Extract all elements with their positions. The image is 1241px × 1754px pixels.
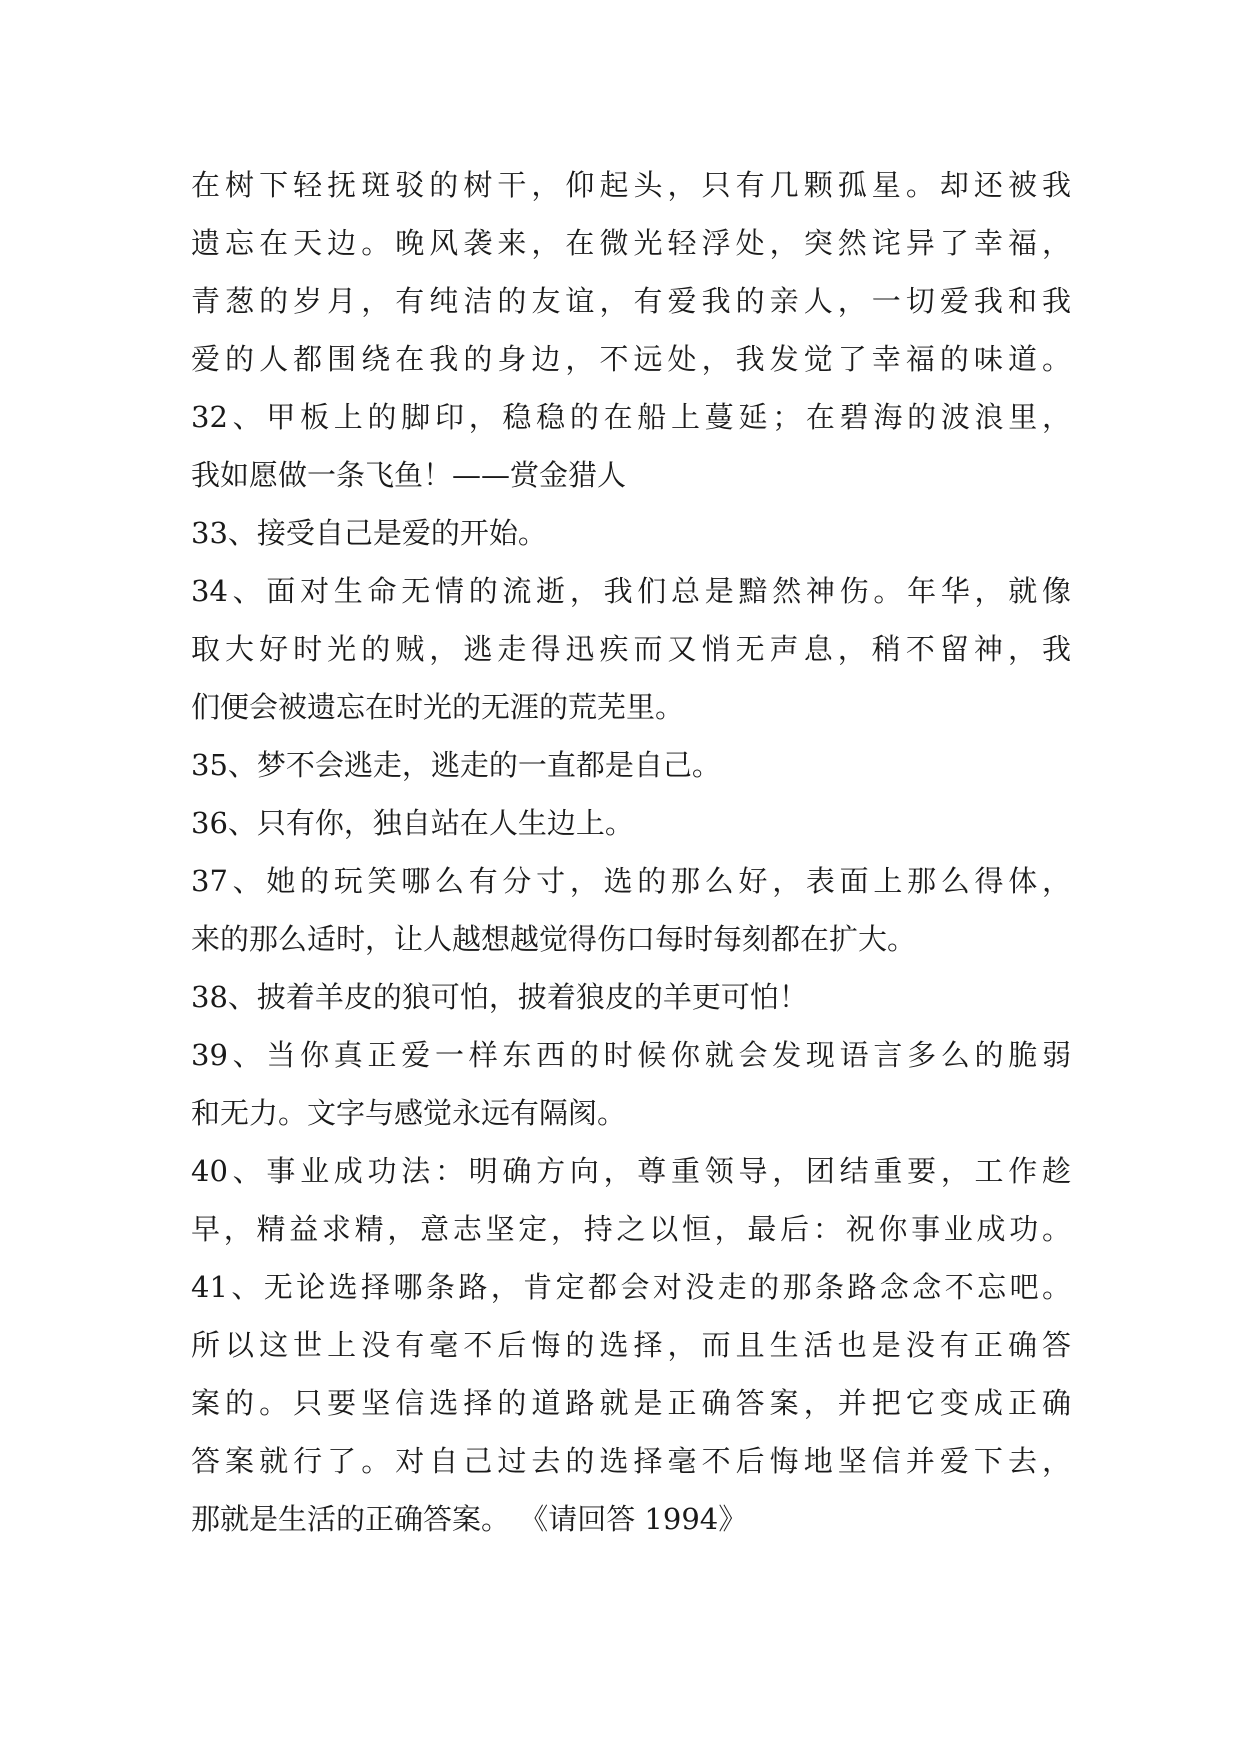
text-line: 遗忘在天边。晚风袭来，在微光轻浮处，突然诧异了幸福， bbox=[191, 226, 1071, 260]
text-line: 所以这世上没有毫不后悔的选择，而且生活也是没有正确答 bbox=[191, 1328, 1071, 1362]
text-line: 们便会被遗忘在时光的无涯的荒芜里。 bbox=[191, 690, 685, 724]
text-line: 和无力。文字与感觉永远有隔阂。 bbox=[191, 1096, 627, 1130]
text-line: 40、事业成功法：明确方向，尊重领导，团结重要，工作趁 bbox=[191, 1154, 1071, 1188]
text-line: 34、面对生命无情的流逝，我们总是黯然神伤。年华，就像 bbox=[191, 574, 1071, 608]
text-line: 早，精益求精，意志坚定，持之以恒，最后：祝你事业成功。 bbox=[191, 1212, 1071, 1246]
text-line: 案的。只要坚信选择的道路就是正确答案，并把它变成正确 bbox=[191, 1386, 1071, 1420]
text-line: 那就是生活的正确答案。 《请回答 1994》 bbox=[191, 1502, 748, 1536]
text-line: 来的那么适时，让人越想越觉得伤口每时每刻都在扩大。 bbox=[191, 922, 917, 956]
text-line: 爱的人都围绕在我的身边，不远处，我发觉了幸福的味道。 bbox=[191, 342, 1071, 376]
text-line: 39、当你真正爱一样东西的时候你就会发现语言多么的脆弱 bbox=[191, 1038, 1071, 1072]
document-body bbox=[191, 156, 1071, 1548]
text-line: 答案就行了。对自己过去的选择毫不后悔地坚信并爱下去， bbox=[191, 1444, 1071, 1478]
text-line: 36、只有你，独自站在人生边上。 bbox=[191, 806, 634, 840]
text-line: 33、接受自己是爱的开始。 bbox=[191, 516, 547, 550]
text-line: 32、甲板上的脚印，稳稳的在船上蔓延；在碧海的波浪里， bbox=[191, 400, 1071, 434]
text-line: 取大好时光的贼，逃走得迅疾而又悄无声息，稍不留神，我 bbox=[191, 632, 1071, 666]
text-line: 41、无论选择哪条路，肯定都会对没走的那条路念念不忘吧。 bbox=[191, 1270, 1071, 1304]
text-line: 38、披着羊皮的狼可怕，披着狼皮的羊更可怕！ bbox=[191, 980, 808, 1014]
text-line: 37、她的玩笑哪么有分寸，选的那么好，表面上那么得体， bbox=[191, 864, 1071, 898]
text-line: 在树下轻抚斑驳的树干，仰起头，只有几颗孤星。却还被我 bbox=[191, 168, 1071, 202]
text-line: 我如愿做一条飞鱼！——赏金猎人 bbox=[191, 458, 627, 492]
text-line: 35、梦不会逃走，逃走的一直都是自己。 bbox=[191, 748, 721, 782]
text-line: 青葱的岁月，有纯洁的友谊，有爱我的亲人，一切爱我和我 bbox=[191, 284, 1071, 318]
